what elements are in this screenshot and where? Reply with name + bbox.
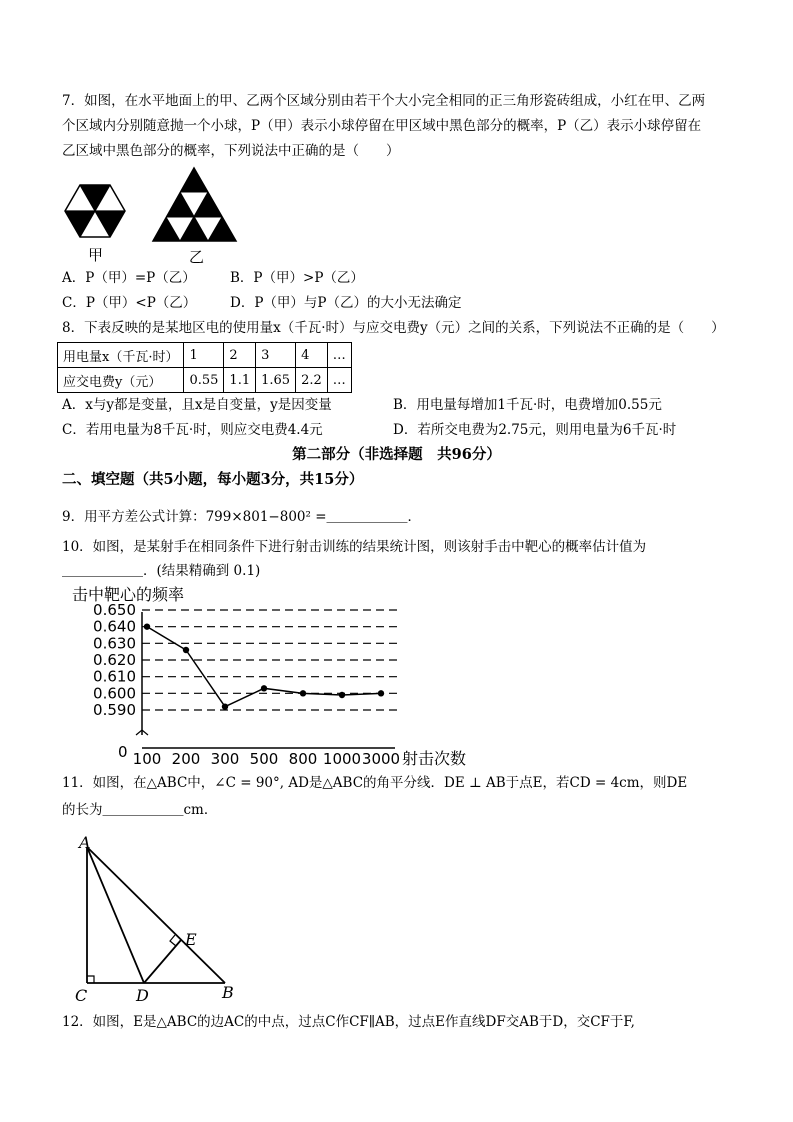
data-point (261, 685, 267, 691)
label-yi: 乙 (189, 248, 205, 266)
label-jia: 甲 (88, 246, 104, 264)
q7-stem-line2: 个区域内分别随意抛一个小球，P（甲）表示小球停留在甲区域中黑色部分的概率，P（乙）表示小球停留在 (62, 118, 702, 134)
segment-ab (87, 847, 225, 983)
x-tick-label: 200 (171, 750, 201, 768)
q8-stem: 8．下表反映的是某地区电的使用量x（千瓦·时）与应交电费y（元）之间的关系，下列说法不正确的是（ ） (62, 320, 725, 336)
table-cell: 1.1 (224, 368, 256, 393)
y-tick-label: 0.650 (93, 601, 136, 619)
y-tick-label: 0.590 (93, 701, 136, 719)
table-cell: 1 (184, 343, 224, 368)
y-tick-label: 0.630 (93, 634, 136, 653)
q12-stem: 12．如图，E是△ABC的边AC的中点，过点C作CF∥AB，过点E作直线DF交AB于D，交CF于F, (62, 1014, 635, 1030)
chart-x-ticks (133, 750, 400, 768)
q11-stem-line1: 11．如图，在△ABC中，∠C = 90°, AD是△ABC的角平分线．DE ⊥ AB于点E，若CD = 4cm，则DE (62, 775, 688, 791)
series-line (147, 627, 381, 707)
section2-title: 二、填空题（共5小题，每小题3分，共15分） (62, 471, 364, 488)
x-tick-label: 300 (210, 750, 240, 768)
table-cell: 2 (224, 343, 256, 368)
table-row (58, 343, 352, 368)
q7-option-b: B．P（甲）>P（乙） (230, 270, 364, 286)
usage-table (57, 342, 352, 393)
q7-option-a: A．P（甲）=P（乙） (62, 270, 196, 286)
q7-figure (62, 165, 252, 265)
segment-ad (87, 847, 144, 983)
hit-frequency-chart (60, 580, 500, 770)
table-cell: 0.55 (184, 368, 224, 393)
chart-series (144, 623, 384, 709)
data-point (300, 690, 306, 696)
q8-option-c: C．若用电量为8千瓦·时，则应交电费4.4元 (62, 422, 323, 438)
q7-option-d: D．P（甲）与P（乙）的大小无法确定 (230, 295, 462, 311)
x-tick-label: 100 (132, 750, 162, 768)
chart-origin-label: 0 (118, 743, 128, 761)
table-cell: 2.2 (296, 368, 328, 393)
part2-title: 第二部分（非选择题 共96分） (292, 446, 501, 463)
data-point (339, 692, 345, 698)
triangle-yi-figure (153, 168, 236, 241)
data-point (222, 703, 228, 709)
x-tick-label: 800 (288, 750, 318, 768)
table-cell: 4 (296, 343, 328, 368)
q8-option-b: B．用电量每增加1千瓦·时，电费增加0.55元 (393, 397, 662, 413)
chart-y-ticks (93, 601, 136, 719)
q10-stem-line2: ＿＿＿＿＿＿．(结果精确到 0.1) (62, 563, 261, 579)
hexagon-jia-figure (65, 185, 125, 237)
table-cell: 1.65 (256, 368, 296, 393)
q8-option-d: D．若所交电费为2.75元，则用电量为6千瓦·时 (393, 422, 677, 438)
table-header-cell: 用电量x（千瓦·时） (58, 343, 184, 368)
y-tick-label: 0.640 (93, 617, 136, 636)
q8-option-a: A．x与y都是变量，且x是自变量，y是因变量 (62, 397, 332, 413)
q11-triangle-figure (68, 835, 248, 1005)
x-tick-label: 3000 (361, 750, 401, 768)
q11-stem-line2: 的长为＿＿＿＿＿＿cm． (62, 802, 218, 818)
y-tick-label: 0.600 (93, 684, 136, 703)
q7-option-c: C．P（甲）<P（乙） (62, 295, 197, 311)
data-point (144, 623, 150, 629)
table-cell: … (327, 368, 351, 393)
table-cell: … (327, 343, 351, 368)
table-cell: 3 (256, 343, 296, 368)
chart-grid (142, 610, 400, 710)
point-label-e: E (185, 930, 197, 949)
point-label-a: A (79, 833, 91, 852)
chart-ylabel: 击中靶心的频率 (72, 585, 185, 604)
table-header-cell: 应交电费y（元） (58, 368, 184, 393)
q9-stem: 9．用平方差公式计算：799×801−800² =＿＿＿＿＿＿． (62, 509, 422, 525)
y-tick-label: 0.610 (93, 667, 136, 686)
right-angle-mark-e (170, 935, 181, 946)
point-label-c: C (75, 986, 88, 1005)
y-tick-label: 0.620 (93, 651, 136, 669)
q7-stem-line1: 7．如图，在水平地面上的甲、乙两个区域分别由若干个大小完全相同的正三角形瓷砖组成，小红在甲、乙两 (62, 93, 706, 109)
data-point (378, 690, 384, 696)
x-tick-label: 500 (249, 750, 279, 768)
x-tick-label: 1000 (322, 750, 362, 768)
point-label-d: D (136, 986, 149, 1005)
q7-stem-line3: 乙区域中黑色部分的概率，下列说法中正确的是（ ） (62, 143, 400, 159)
segment-de (144, 940, 181, 983)
data-point (183, 647, 189, 653)
q10-stem-line1: 10．如图，是某射手在相同条件下进行射击训练的结果统计图，则该射手击中靶心的概率估计值为 (62, 539, 647, 555)
table-row (58, 368, 352, 393)
point-label-b: B (222, 983, 234, 1002)
chart-xlabel: 射击次数 (402, 749, 467, 768)
right-angle-mark-c (87, 976, 94, 983)
